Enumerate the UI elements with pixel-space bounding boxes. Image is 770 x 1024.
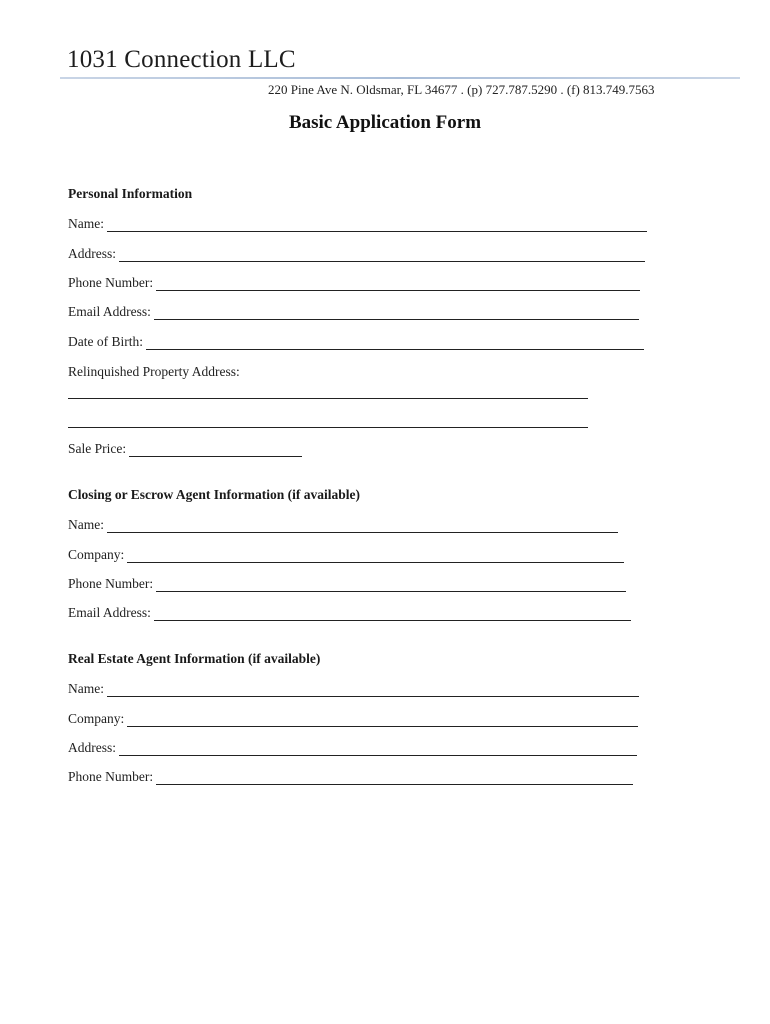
personal-dob-label: Date of Birth: [68,334,143,349]
agent-company-field[interactable] [68,707,638,727]
closing-phone-label: Phone Number: [68,576,154,591]
personal-address-field[interactable] [68,242,645,262]
sale-price-field[interactable] [68,437,302,457]
agent-name-line[interactable] [107,682,639,697]
personal-name-field[interactable] [68,212,647,232]
real-estate-agent-heading: Real Estate Agent Information (if available) [68,651,321,666]
personal-dob-field[interactable] [68,330,644,350]
closing-company-label: Company: [68,547,125,562]
closing-company-line[interactable] [127,548,624,563]
personal-email-label: Email Address: [68,304,151,319]
agent-phone-label: Phone Number: [68,769,154,784]
relinquished-address-line-2[interactable] [68,427,588,428]
closing-name-line[interactable] [107,518,618,533]
agent-phone-field[interactable] [68,765,633,785]
agent-name-label: Name: [68,681,104,696]
agent-company-label: Company: [68,711,125,726]
closing-phone-field[interactable] [68,572,626,592]
company-name: 1031 Connection LLC [67,46,296,73]
personal-name-label: Name: [68,216,104,231]
closing-email-line[interactable] [154,606,631,621]
header-divider [60,77,740,79]
personal-phone-field[interactable] [68,271,640,291]
agent-address-label: Address: [68,740,116,755]
agent-address-line[interactable] [119,741,637,756]
closing-email-label: Email Address: [68,605,151,620]
agent-address-field[interactable] [68,736,637,756]
relinquished-address-line-1[interactable] [68,398,588,399]
closing-name-label: Name: [68,517,104,532]
personal-name-line[interactable] [107,217,647,232]
closing-agent-heading: Closing or Escrow Agent Information (if available) [68,487,360,502]
personal-email-field[interactable] [68,300,639,320]
personal-dob-line[interactable] [146,335,644,350]
closing-company-field[interactable] [68,543,624,563]
sale-price-label: Sale Price: [68,441,127,456]
personal-phone-line[interactable] [156,276,640,291]
relinquished-address-label: Relinquished Property Address: [68,364,240,379]
company-contact: 220 Pine Ave N. Oldsmar, FL 34677 . (p) 727.787.5290 . (f) 813.749.7563 [268,82,655,97]
form-title: Basic Application Form [288,112,482,133]
personal-address-line[interactable] [119,247,645,262]
personal-email-line[interactable] [154,305,639,320]
sale-price-line[interactable] [129,442,302,457]
personal-info-heading: Personal Information [68,186,193,201]
personal-phone-label: Phone Number: [68,275,154,290]
relinquished-address-field[interactable] [68,360,240,380]
closing-name-field[interactable] [68,513,618,533]
agent-name-field[interactable] [68,677,639,697]
agent-company-line[interactable] [127,712,638,727]
closing-email-field[interactable] [68,601,631,621]
personal-address-label: Address: [68,246,116,261]
agent-phone-line[interactable] [156,770,633,785]
closing-phone-line[interactable] [156,577,626,592]
